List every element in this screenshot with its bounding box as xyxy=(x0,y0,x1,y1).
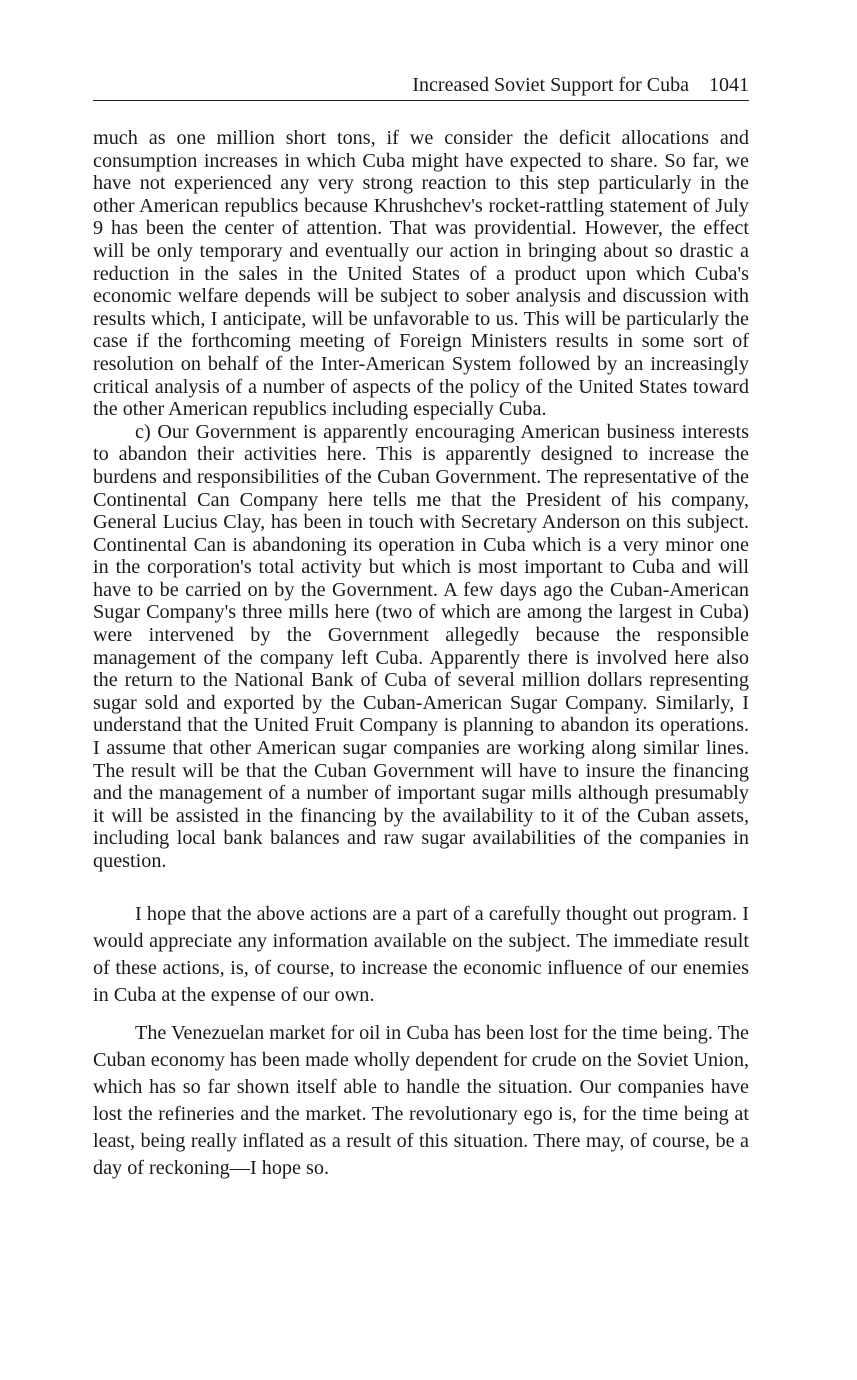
closing-body xyxy=(93,901,749,1182)
document-page xyxy=(93,72,749,1193)
paragraph-item-c: c) Our Government is apparently encouraging American business interests to abandon their activities here. This is apparently designed to increase the burdens and responsibilities of the Cuban Government. The representative of the Continental Can Company here tells me that the President of his company, General Lucius Clay, has been in touch with Secretary Anderson on this subject. Continental Can is abandoning its operation in Cuba which is a very minor one in the corporation's total activity but which is most important to Cuba and will have to be carried on by the Government. A few days ago the Cuban-American Sugar Company's three mills here (two of which are among the largest in Cuba) were intervened by the Government allegedly because the responsible management of the company left Cuba. Apparently there is involved here also the return to the National Bank of Cuba of several million dollars representing sugar sold and exported by the Cuban-American Sugar Company. Similarly, I understand that the United Fruit Company is planning to abandon its operations. I assume that other American sugar companies are working along similar lines. The result will be that the Cuban Government will have to insure the financing and the management of a number of important sugar mills although presumably it will be assisted in the financing by the availability to it of the Cuban assets, including local bank balances and raw sugar availabilities of the companies in question. xyxy=(93,420,749,872)
quoted-body xyxy=(93,127,749,873)
page-number: 1041 xyxy=(709,74,749,96)
running-head-title: Increased Soviet Support for Cuba xyxy=(412,74,689,96)
paragraph-venezuelan-market: The Venezuelan market for oil in Cuba has been lost for the time being. The Cuban economy has been made wholly dependent for crude on the Soviet Union, which has so far shown itself able to handle the situation. Our companies have lost the refineries and the market. The revolutionary ego is, for the time being at least, being really inflated as a result of this situation. There may, of course, be a day of reckoning—I hope so. xyxy=(93,1021,749,1179)
running-head xyxy=(93,72,749,101)
paragraph-hope: I hope that the above actions are a part of a carefully thought out program. I would appreciate any information available on the subject. The immediate result of these actions, is, of course, to increase the economic influence of our enemies in Cuba at the expense of our own. xyxy=(93,902,749,1006)
paragraph-continuation: much as one million short tons, if we consider the deficit allocations and consumption increases in which Cuba might have expected to share. So far, we have not experienced any very strong reaction to this step particularly in the other American republics because Khrushchev's rocket-rattling statement of July 9 has been the center of attention. That was providential. However, the effect will be only temporary and eventually our action in bringing about so drastic a reduction in the sales in the United States of a product upon which Cuba's economic welfare depends will be subject to sober analysis and discussion with results which, I anticipate, will be unfavorable to us. This will be particularly the case if the forthcoming meeting of Foreign Ministers results in some sort of resolution on behalf of the Inter-American System followed by an increasingly critical analysis of a number of aspects of the policy of the United States toward the other American republics including especially Cuba. xyxy=(93,127,749,421)
